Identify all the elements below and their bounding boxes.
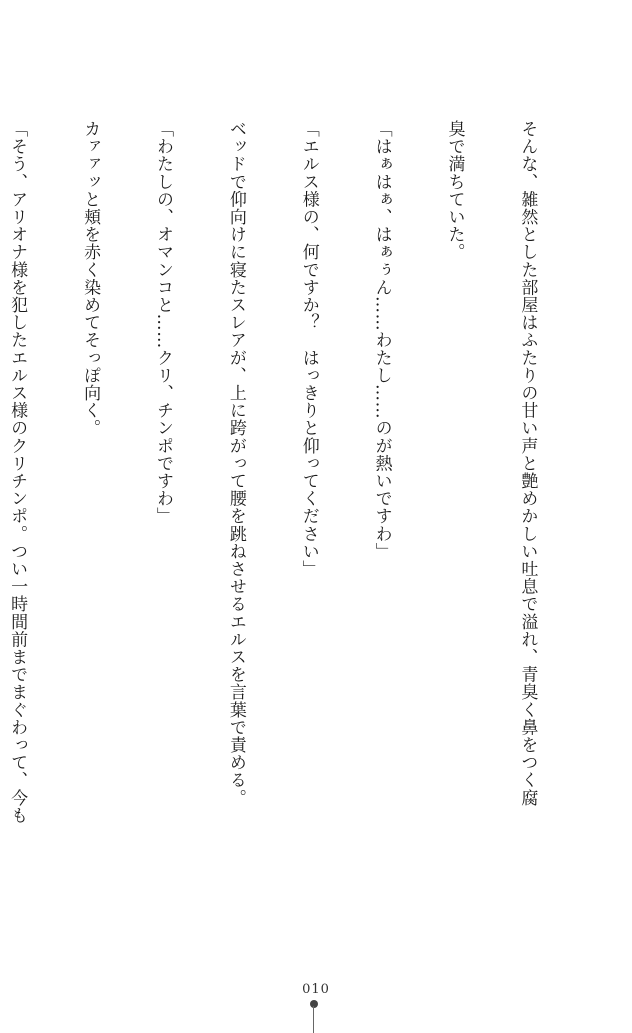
text-line: カァァッと頬を赤く染めてそっぽ向く。 xyxy=(80,120,101,437)
text-line: 臭で満ちていた。 xyxy=(444,120,465,261)
text-line: 「わたしの、オマンコと……クリ、チンポですわ」 xyxy=(152,120,173,525)
body-text xyxy=(7,120,588,840)
text-line: 「エルス様の、何ですか？ はっきりと仰ってください」 xyxy=(298,120,319,578)
text-line: 「そう、アリオナ様を犯したエルス様のクリチンポ。つい一時間前までまぐわって、今も xyxy=(7,120,28,824)
text-line: 「はぁはぁ、はぁぅん……わたし……のが熱いですわ」 xyxy=(371,120,392,560)
page-marker-line xyxy=(313,1006,314,1033)
page-number: 010 xyxy=(302,982,330,997)
text-line: そんな、雑然とした部屋はふたりの甘い声と艶めかしい吐息で溢れ、青臭く鼻をつく腐 xyxy=(517,120,538,807)
text-line: ベッドで仰向けに寝たスレアが、上に跨がって腰を跳ねさせるエルスを言葉で責める。 xyxy=(225,120,246,807)
page-marker-dot xyxy=(310,1000,318,1008)
